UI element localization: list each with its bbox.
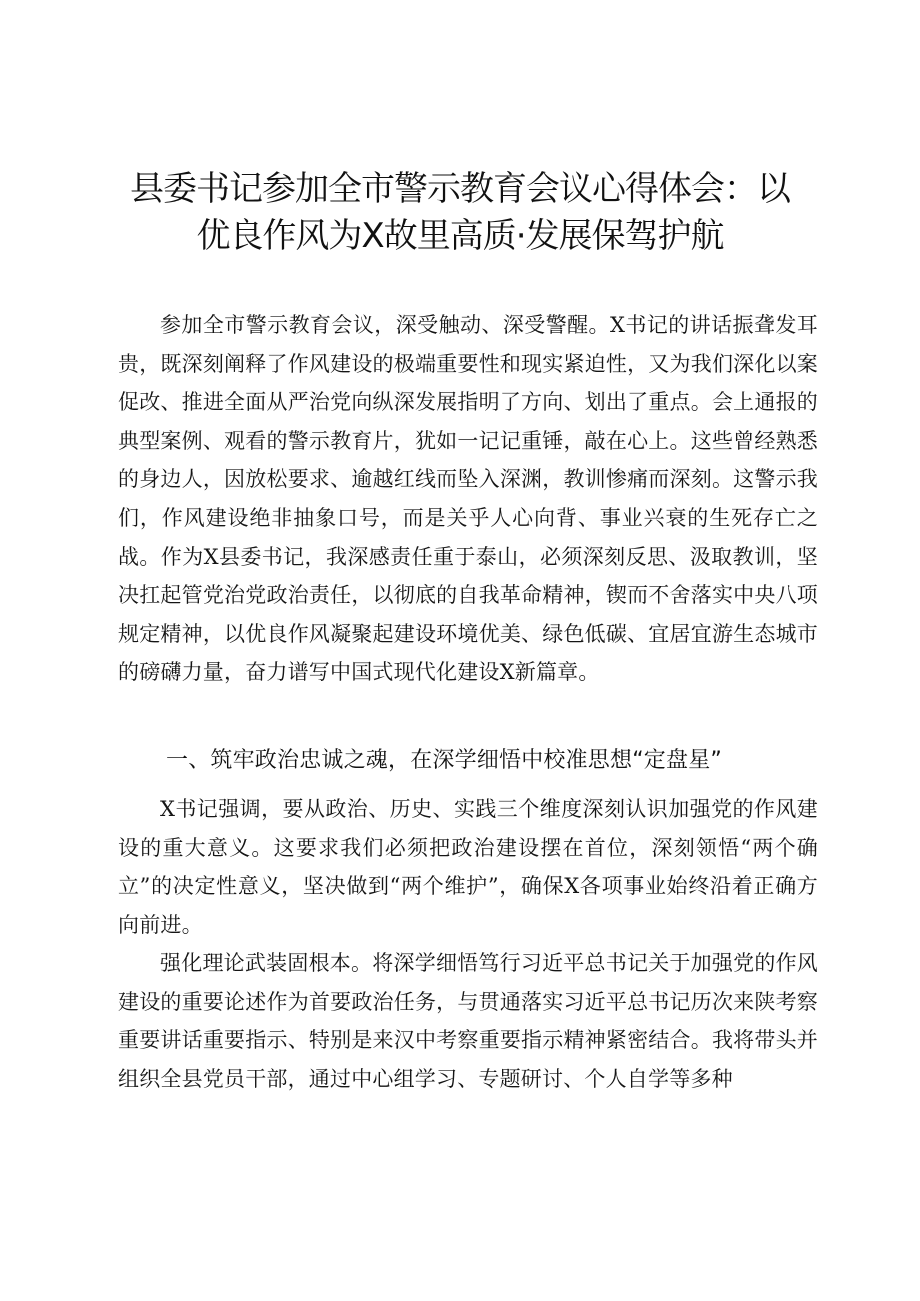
section-paragraph-1: X书记强调，要从政治、历史、实践三个维度深刻认识加强党的作风建设的重大意义。这要求我们必须把政治建设摆在首位，深刻领悟“两个确立”的决定性意义，坚决做到“两个维护”，确保X各项事业始终沿着正确方向前进。 bbox=[118, 797, 818, 937]
section-paragraph-2: 强化理论武装固根本。将深学细悟笃行习近平总书记关于加强党的作风建设的重要论述作为首要政治任务，与贯通落实习近平总书记历次来陕考察重要讲话重要指示、特别是来汉中考察重要指示精神紧密结合。我将带头并组织全县党员干部，通过中心组学习、专题研讨、个人自学等多种 bbox=[118, 951, 818, 1091]
intro-paragraph: 参加全市警示教育会议，深受触动、深受警醒。X书记的讲话振聋发耳贵，既深刻阐释了作风建设的极端重要性和现实紧迫性，又为我们深化以案促改、推进全面从严治党向纵深发展指明了方向、划出了重点。会上通报的典型案例、观看的警示教育片，犹如一记记重锤，敲在心上。这些曾经熟悉的身边人，因放松要求、逾越红线而坠入深渊，教训惨痛而深刻。这警示我们，作风建设绝非抽象口号，而是关乎人心向背、事业兴衰的生死存亡之战。作为X县委书记，我深感责任重于泰山，必须深刻反思、汲取教训，坚决扛起管党治党政治责任，以彻底的自我革命精神，锲而不舍落实中央八项规定精神，以优良作风凝聚起建设环境优美、绿色低碳、宜居宜游生态城市的磅礴力量，奋力谱写中国式现代化建设X新篇章。 bbox=[118, 313, 818, 685]
section-heading: 一、筑牢政治忠诚之魂，在深学细悟中校准思想“定盘星” bbox=[166, 748, 722, 773]
document-title: 县委书记参加全市警示教育会议心得体会：以优良作风为X故里高质·发展保驾护航 bbox=[130, 169, 790, 256]
